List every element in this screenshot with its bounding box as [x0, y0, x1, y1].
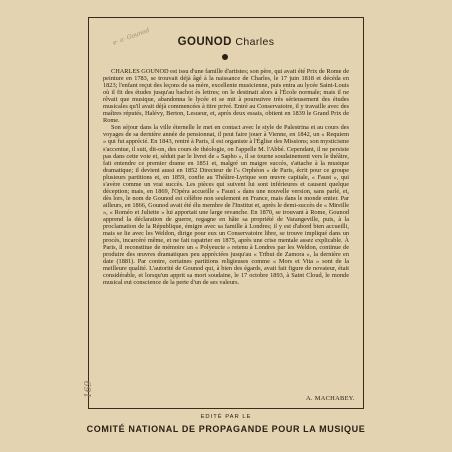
pencil-annotation: e· a· Gounod — [112, 26, 151, 47]
bullet-ornament — [222, 54, 228, 60]
biography-paragraph-1: CHARLES GOUNOD est issu d'une famille d'artistes; son père, qui avait été Prix de Rome de peinture en 1783, se trouvait déjà âgé à la naissance de Charles, le 17 juin 1818 et décéda en 1823; l'enfant reçut des leçons de sa mère, excellente musicienne, puis entra au lycée Saint-Louis où il fit des études jusqu'au bachot ès lettres; on le destinait alors à l'École normale; mais il ne rêvait que musique, abandonna le lycée et se mit à poursuivre très sérieusement des études musicales qu'il avait déjà commencées à titre privé. Entré au Conservatoire, il y travaille avec des maîtres réputés, Halévy, Berton, Lesueur, et, après deux essais, obtient en 1839 le Grand Prix de Rome. — [103, 68, 349, 125]
biography-text — [103, 68, 349, 378]
edited-by-label: EDITÉ PAR LE — [200, 414, 252, 420]
composer-firstname: Charles — [235, 36, 275, 48]
margin-number: 169 — [84, 380, 94, 398]
publisher-name: COMITÉ NATIONAL DE PROPAGANDE POUR LA MUSIQUE — [86, 424, 366, 434]
biography-paragraph-2: Son séjour dans la ville éternelle le met en contact avec le style de Palestrina et au cours des voyages de sa dernière année de pensionnat, il peut faire jouer à Vienne, en 1842, un « Requiem » qui fut apprécié. En 1843, rentré à Paris, il est organiste à l'Église des Missions; son mysticisme s'accentue, il suit, dit-on, des cours de théologie, on l'appelle M. l'Abbé. Cependant, il ne persiste pas dans cette voie et, séduit par le livret de « Sapho », il se tourne soudainement vers le théâtre, fait entendre ce premier drame en 1851 et, malgré un maigre succès, s'attache à la musique dramatique; il devient aussi en 1852 Directeur de l'« Orphéon » de Paris, écrit pour ce groupe plusieurs partitions et, en 1859, confie au Théâtre-Lyrique son œuvre capitale, « Faust », qui s'avère comme un vrai succès. Les pièces qui suivent lui sont inférieures et causent quelque déception; mais, en 1869, l'Opéra accueille « Faust » dans une nouvelle version, sans parlé, et, dès lors, le nom de Gounod est célèbre non seulement en France, mais dans le monde entier. Par ailleurs, en 1866, Gounod avait été élu membre de l'Institut et, après le demi-succès de « Mireille », « Roméo et Juliette » lui apportait une large revanche. En 1870, se trouvant à Rome, Gounod apprend la déclaration de guerre, regagne en hâte sa propriété de Varangeville, puis, à la proclamation de la République, émigre avec sa famille à Londres; il y est d'abord bien accueilli, mais se lie avec les Weldon, dirige pour eux un Conservatoire libre, se trouve impliqué dans un procès, incarcéré même, et ne fait rapatrier en 1875, après une crise mentale assez explicable. À Paris, il reconstitue de mémoire un « Polyeucte » retenu à Londres par les Weldon, continue de produire des œuvres dramatiques peu appréciées jusqu'au « Tribut de Zamora », la dernière en date (1881). Par contre, certaines partitions religieuses comme « Mors et Vita » sont de la meilleure qualité. L'autorité de Gounod qui, à bien des égards, avait fait figure de novateur, était considérable, et lorsqu'un apprit sa mort soudaine, le 17 octobre 1893, à Saint Cloud, le monde musical eut conscience de la perte d'un de ses valeurs. — [103, 124, 349, 287]
composer-surname: GOUNOD — [177, 36, 232, 48]
author-signature: A. MACHABEY. — [306, 395, 355, 402]
composer-heading — [88, 36, 364, 48]
